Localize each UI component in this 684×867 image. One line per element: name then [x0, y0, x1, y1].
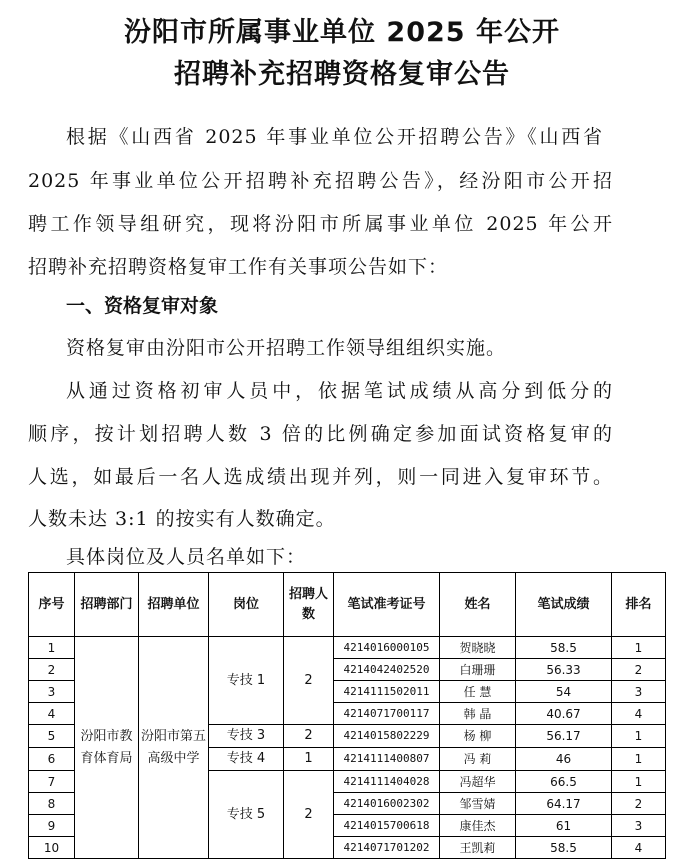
cell-score: 46: [516, 748, 612, 771]
header-dept: 招聘部门: [75, 573, 139, 637]
cell-exam-no: 4214111502011: [334, 681, 440, 703]
document-title-line-1: 汾阳市所属事业单位 2025 年公开: [124, 17, 560, 48]
header-name: 姓名: [440, 573, 516, 637]
cell-count: 2: [284, 771, 334, 859]
cell-name: 冯 莉: [440, 748, 516, 771]
cell-exam-no: 4214071701202: [334, 837, 440, 859]
section-1-paragraph-1: 资格复审由汾阳市公开招聘工作领导组组织实施。: [66, 337, 507, 359]
intro-line-2: 2025 年事业单位公开招聘补充招聘公告》，经汾阳市公开招: [28, 170, 613, 192]
cell-count: 1: [284, 748, 334, 771]
cell-seq: 1: [29, 637, 75, 659]
cell-score: 56.17: [516, 725, 612, 748]
intro-line-3: 聘工作领导组研究，现将汾阳市所属事业单位 2025 年公开: [28, 213, 613, 235]
cell-unit: 汾阳市第五高级中学: [139, 637, 209, 859]
cell-score: 54: [516, 681, 612, 703]
cell-rank: 3: [612, 815, 666, 837]
section-1-para-2-line-3: 人选，如最后一名人选成绩出现并列，则一同进入复审环节。: [28, 466, 613, 488]
cell-rank: 1: [612, 771, 666, 793]
cell-rank: 2: [612, 793, 666, 815]
table-row: [29, 637, 666, 659]
candidate-table: [28, 572, 666, 859]
cell-exam-no: 4214016000105: [334, 637, 440, 659]
cell-score: 64.17: [516, 793, 612, 815]
cell-score: 40.67: [516, 703, 612, 725]
cell-seq: 3: [29, 681, 75, 703]
cell-seq: 2: [29, 659, 75, 681]
header-unit: 招聘单位: [139, 573, 209, 637]
cell-score: 58.5: [516, 637, 612, 659]
cell-name: 韩 晶: [440, 703, 516, 725]
cell-seq: 7: [29, 771, 75, 793]
cell-exam-no: 4214111404028: [334, 771, 440, 793]
cell-post: 专技 1: [209, 637, 284, 725]
cell-count: 2: [284, 637, 334, 725]
header-count: 招聘人数: [284, 573, 334, 637]
cell-rank: 4: [612, 837, 666, 859]
cell-exam-no: 4214016002302: [334, 793, 440, 815]
cell-seq: 6: [29, 748, 75, 771]
cell-exam-no: 4214071700117: [334, 703, 440, 725]
cell-name: 王凯莉: [440, 837, 516, 859]
cell-post: 专技 5: [209, 771, 284, 859]
cell-exam-no: 4214111400807: [334, 748, 440, 771]
cell-exam-no: 4214015802229: [334, 725, 440, 748]
cell-seq: 5: [29, 725, 75, 748]
cell-name: 贺晓晓: [440, 637, 516, 659]
section-1-para-2-line-1: 从通过资格初审人员中，依据笔试成绩从高分到低分的: [66, 380, 613, 402]
cell-post: 专技 4: [209, 748, 284, 771]
header-score: 笔试成绩: [516, 573, 612, 637]
cell-count: 2: [284, 725, 334, 748]
cell-score: 61: [516, 815, 612, 837]
cell-rank: 1: [612, 637, 666, 659]
intro-line-4: 招聘补充招聘资格复审工作有关事项公告如下：: [28, 256, 449, 278]
cell-rank: 1: [612, 748, 666, 771]
header-exam-no: 笔试准考证号: [334, 573, 440, 637]
cell-name: 任 慧: [440, 681, 516, 703]
cell-dept: 汾阳市教育体育局: [75, 637, 139, 859]
cell-rank: 1: [612, 725, 666, 748]
cell-name: 杨 柳: [440, 725, 516, 748]
list-intro: 具体岗位及人员名单如下：: [66, 546, 307, 568]
cell-rank: 3: [612, 681, 666, 703]
cell-seq: 10: [29, 837, 75, 859]
cell-rank: 4: [612, 703, 666, 725]
cell-score: 58.5: [516, 837, 612, 859]
cell-rank: 2: [612, 659, 666, 681]
header-seq: 序号: [29, 573, 75, 637]
intro-line-1: 根据《山西省 2025 年事业单位公开招聘公告》《山西省: [66, 126, 603, 148]
header-post: 岗位: [209, 573, 284, 637]
cell-name: 邹雪婧: [440, 793, 516, 815]
cell-name: 白珊珊: [440, 659, 516, 681]
section-1-para-2-line-2: 顺序，按计划招聘人数 3 倍的比例确定参加面试资格复审的: [28, 423, 613, 445]
cell-seq: 4: [29, 703, 75, 725]
cell-seq: 8: [29, 793, 75, 815]
cell-exam-no: 4214015700618: [334, 815, 440, 837]
section-1-para-2-line-4: 人数未达 3:1 的按实有人数确定。: [28, 508, 336, 530]
cell-seq: 9: [29, 815, 75, 837]
section-1-heading: 一、资格复审对象: [66, 295, 219, 317]
header-rank: 排名: [612, 573, 666, 637]
cell-name: 冯超华: [440, 771, 516, 793]
table-header-row: [29, 573, 666, 637]
cell-exam-no: 4214042402520: [334, 659, 440, 681]
cell-score: 56.33: [516, 659, 612, 681]
document-title-line-2: 招聘补充招聘资格复审公告: [174, 59, 510, 90]
cell-post: 专技 3: [209, 725, 284, 748]
cell-name: 康佳杰: [440, 815, 516, 837]
cell-score: 66.5: [516, 771, 612, 793]
